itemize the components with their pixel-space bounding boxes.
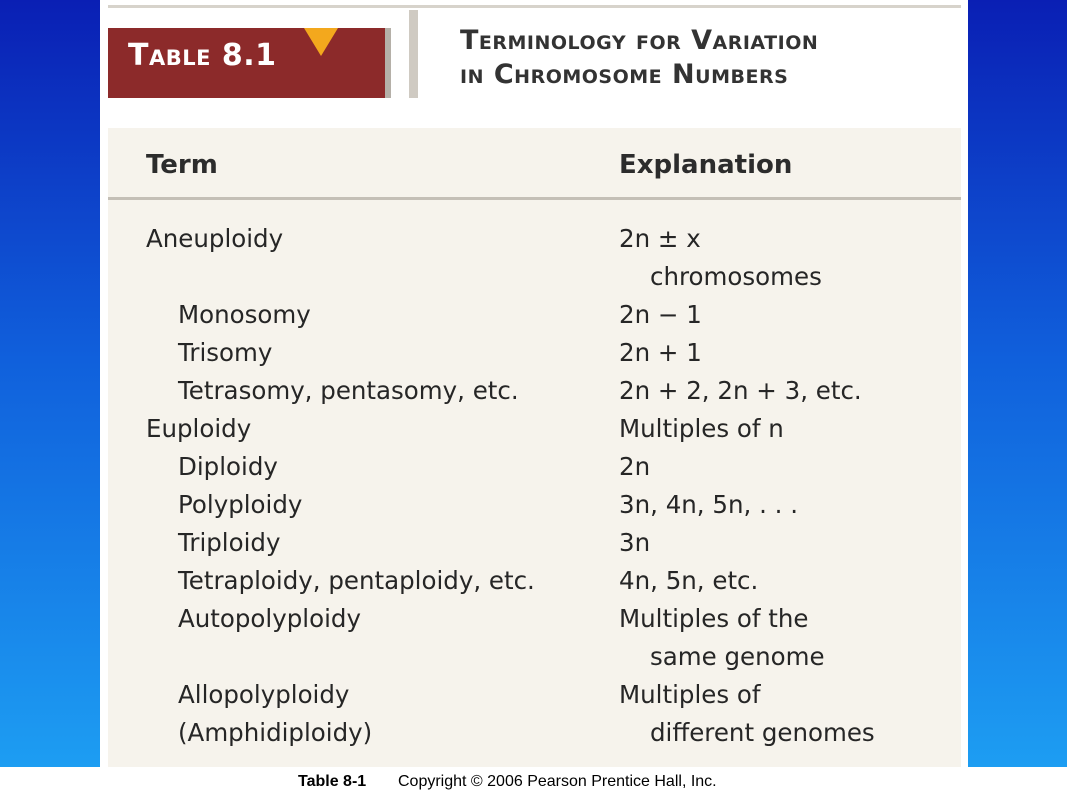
explanation-text: 4n, 5n, etc. (619, 566, 759, 595)
term-text: Aneuploidy (146, 224, 284, 253)
term-text: Allopolyploidy (178, 680, 350, 709)
term-cell (146, 410, 606, 448)
term-text: Monosomy (178, 300, 311, 329)
explanation-cell (619, 372, 959, 410)
table-body (108, 220, 961, 752)
table-row (108, 524, 961, 562)
term-cell (178, 448, 638, 486)
header-rule (108, 5, 961, 8)
footer (0, 767, 1067, 799)
footer-table-label: Table 8-1 (298, 773, 367, 790)
explanation-text: chromosomes (650, 262, 822, 291)
term-text: Trisomy (178, 338, 273, 367)
table-row (108, 600, 961, 676)
term-cell (178, 562, 638, 600)
explanation-cell (619, 676, 959, 752)
explanation-text: Multiples of (619, 680, 761, 709)
table-row (108, 334, 961, 372)
column-header-term: Term (146, 150, 218, 180)
explanation-text: 2n − 1 (619, 300, 702, 329)
explanation-cell (619, 410, 959, 448)
explanation-text: 2n (619, 452, 651, 481)
explanation-cell (619, 448, 959, 486)
table-row (108, 220, 961, 296)
term-cell (178, 372, 638, 410)
header-divider (108, 197, 961, 200)
term-text: Tetraploidy, pentaploidy, etc. (178, 566, 535, 595)
table-title (460, 24, 930, 92)
explanation-text: 2n ± x (619, 224, 701, 253)
table-row (108, 296, 961, 334)
explanation-cell (619, 334, 959, 372)
explanation-text: different genomes (650, 718, 875, 747)
slide (100, 0, 968, 767)
explanation-cell (619, 562, 959, 600)
triangle-icon (304, 28, 338, 56)
term-cell (178, 600, 638, 638)
table-header-row (108, 128, 961, 200)
explanation-text: 2n + 2, 2n + 3, etc. (619, 376, 862, 405)
explanation-text: Multiples of n (619, 414, 784, 443)
explanation-text: 2n + 1 (619, 338, 702, 367)
footer-copyright: Copyright © 2006 Pearson Prentice Hall, Inc. (398, 773, 717, 790)
table-number: Table 8.1 (128, 38, 277, 73)
table-row (108, 410, 961, 448)
explanation-cell (619, 220, 959, 296)
term-text: Polyploidy (178, 490, 303, 519)
table-row (108, 372, 961, 410)
explanation-cell (619, 486, 959, 524)
explanation-text: same genome (650, 642, 825, 671)
title-line-2: in Chromosome Numbers (460, 59, 789, 90)
table-row (108, 448, 961, 486)
explanation-cell (619, 524, 959, 562)
column-header-explanation: Explanation (619, 150, 793, 180)
term-cell (178, 486, 638, 524)
term-text: (Amphidiploidy) (178, 718, 373, 747)
explanation-text: 3n (619, 528, 651, 557)
table-row (108, 486, 961, 524)
table-row (108, 562, 961, 600)
explanation-text: 3n, 4n, 5n, . . . (619, 490, 799, 519)
term-text: Diploidy (178, 452, 278, 481)
title-line-1: Terminology for Variation (460, 25, 819, 56)
term-cell (178, 296, 638, 334)
table-badge (108, 28, 391, 98)
term-cell (178, 524, 638, 562)
explanation-cell (619, 600, 959, 676)
badge-divider (409, 10, 418, 98)
term-text: Euploidy (146, 414, 252, 443)
term-cell (178, 334, 638, 372)
explanation-text: Multiples of the (619, 604, 809, 633)
explanation-cell (619, 296, 959, 334)
term-cell (178, 676, 638, 752)
table-row (108, 676, 961, 752)
terminology-table (108, 128, 961, 767)
term-text: Autopolyploidy (178, 604, 361, 633)
term-text: Tetrasomy, pentasomy, etc. (178, 376, 519, 405)
term-text: Triploidy (178, 528, 281, 557)
term-cell (146, 220, 606, 258)
